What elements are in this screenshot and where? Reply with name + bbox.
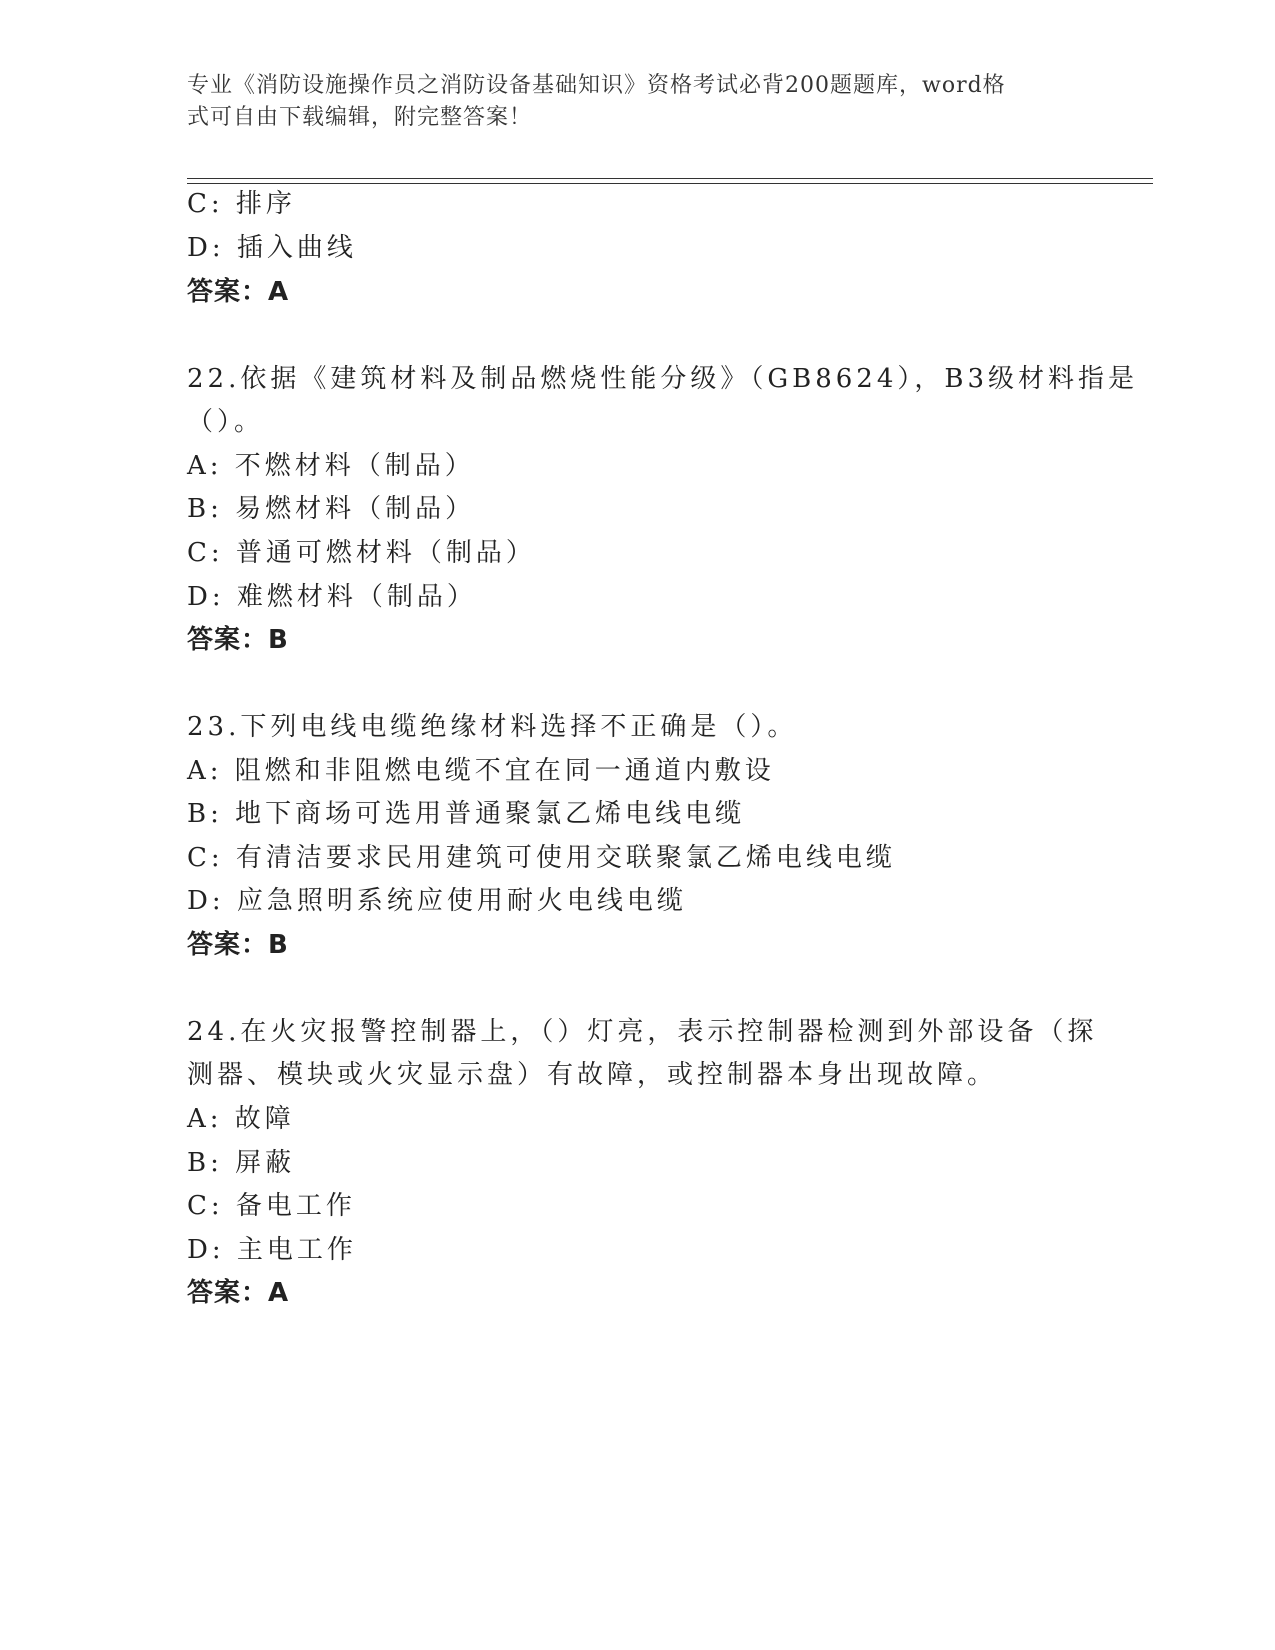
q24-option-a: A: 故障 xyxy=(187,1104,295,1134)
q22-answer: 答案：B xyxy=(187,625,289,655)
q24-stem-line-2: 测器、模块或火灾显示盘）有故障，或控制器本身出现故障。 xyxy=(187,1060,998,1090)
prev-option-c: C: 排序 xyxy=(187,189,296,219)
q22-option-c: C: 普通可燃材料（制品） xyxy=(187,538,536,568)
prev-option-d: D: 插入曲线 xyxy=(187,233,357,263)
q22-stem-line-1: 22.依据《建筑材料及制品燃烧性能分级》（GB8624），B3级材料指是 xyxy=(187,364,1139,394)
q22-option-a: A: 不燃材料（制品） xyxy=(187,451,475,481)
q23-stem-line-1: 23.下列电线电缆绝缘材料选择不正确是（）。 xyxy=(187,712,798,742)
header-line-2: 式可自由下载编辑，附完整答案！ xyxy=(187,105,533,130)
q22-option-d: D: 难燃材料（制品） xyxy=(187,582,477,612)
header-divider-bottom xyxy=(187,183,1153,184)
q24-answer: 答案：A xyxy=(187,1278,290,1308)
q24-stem-line-1: 24.在火灾报警控制器上，（）灯亮，表示控制器检测到外部设备（探 xyxy=(187,1017,1098,1047)
q24-option-d: D: 主电工作 xyxy=(187,1235,357,1265)
prev-answer: 答案：A xyxy=(187,277,290,307)
q22-option-b: B: 易燃材料（制品） xyxy=(187,494,476,524)
header-divider-top xyxy=(187,178,1153,179)
q23-option-d: D: 应急照明系统应使用耐火电线电缆 xyxy=(187,886,687,916)
q23-option-a: A: 阻燃和非阻燃电缆不宜在同一通道内敷设 xyxy=(187,756,775,786)
q22-stem-line-2: （）。 xyxy=(187,407,265,437)
q23-option-b: B: 地下商场可选用普通聚氯乙烯电线电缆 xyxy=(187,799,746,829)
q23-option-c: C: 有清洁要求民用建筑可使用交联聚氯乙烯电线电缆 xyxy=(187,843,896,873)
q24-option-b: B: 屏蔽 xyxy=(187,1148,296,1178)
q23-answer: 答案：B xyxy=(187,930,289,960)
header-line-1: 专业《消防设施操作员之消防设备基础知识》资格考试必背200题题库，word格 xyxy=(187,73,1006,98)
q24-option-c: C: 备电工作 xyxy=(187,1191,356,1221)
document-header xyxy=(187,70,1067,134)
